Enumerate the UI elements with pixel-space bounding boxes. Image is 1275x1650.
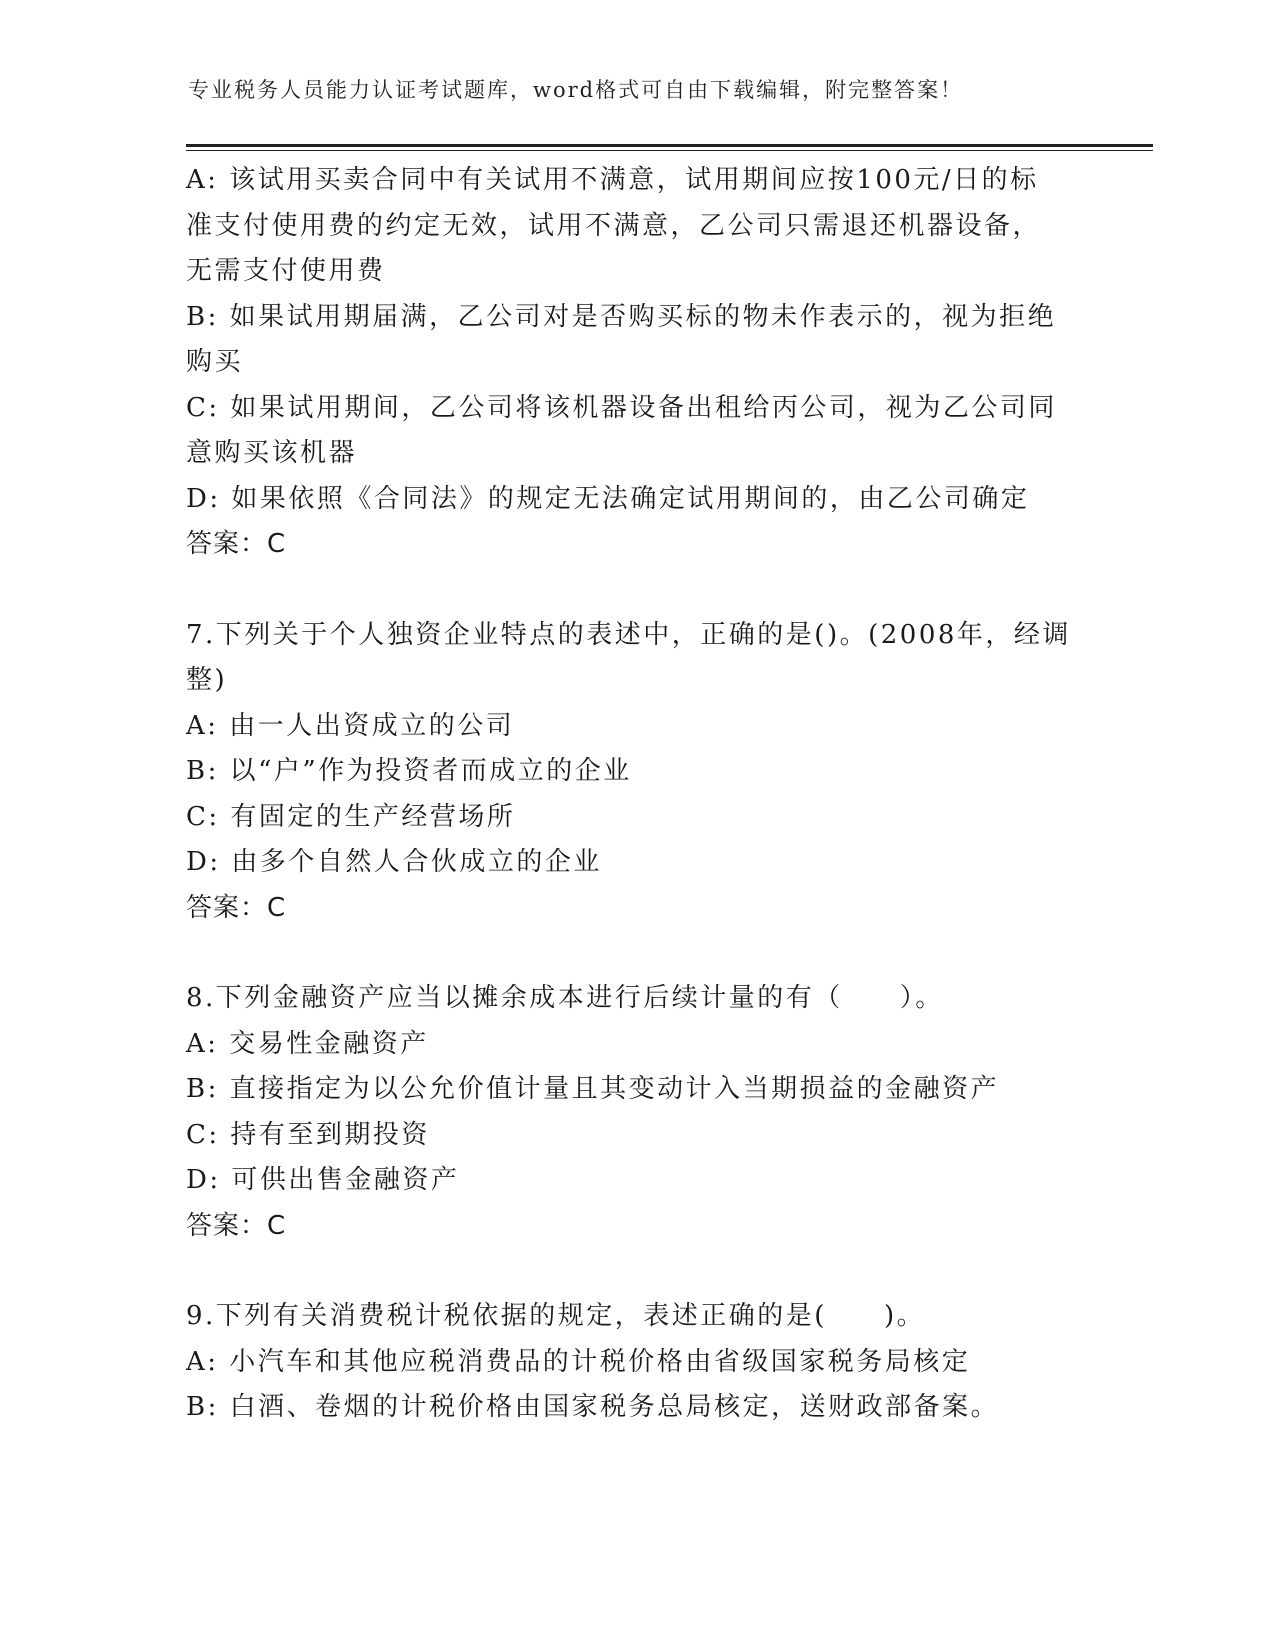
q9-stem: 9.下列有关消费税计税依据的规定，表述正确的是( )。 xyxy=(186,1301,926,1331)
question-9 xyxy=(186,1294,1086,1431)
question-content xyxy=(186,158,1086,1431)
question-6 xyxy=(186,158,1086,568)
q8-stem: 8.下列金融资产应当以摊余成本进行后续计量的有（ ）。 xyxy=(186,983,944,1013)
q6-option-c-line-1: C: 如果试用期间，乙公司将该机器设备出租给丙公司，视为乙公司同 xyxy=(186,392,1057,423)
header-rule-thin xyxy=(186,150,1153,151)
header-rule-thick xyxy=(186,144,1153,147)
q7-stem-line-2: 整) xyxy=(186,665,228,695)
q7-option-c: C: 有固定的生产经营场所 xyxy=(186,801,516,832)
spacer xyxy=(186,931,1086,976)
q7-option-a: A: 由一人出资成立的公司 xyxy=(186,710,515,741)
q6-option-c-line-2: 意购买该机器 xyxy=(186,438,358,468)
question-7 xyxy=(186,613,1086,932)
q8-option-b: B: 直接指定为以公允价值计量且其变动计入当期损益的金融资产 xyxy=(186,1074,1000,1104)
q6-option-a-line-1: A: 该试用买卖合同中有关试用不满意，试用期间应按100元/日的标 xyxy=(186,165,1039,195)
spacer xyxy=(186,568,1086,613)
q7-stem-line-1: 7.下列关于个人独资企业特点的表述中，正确的是()。(2008年，经调 xyxy=(186,619,1071,650)
q9-option-a: A: 小汽车和其他应税消费品的计税价格由省级国家税务局核定 xyxy=(186,1346,971,1377)
q8-answer: 答案：C xyxy=(186,1210,287,1241)
q6-option-a-line-3: 无需支付使用费 xyxy=(186,256,386,286)
q8-option-a: A: 交易性金融资产 xyxy=(186,1028,429,1059)
q6-option-b-line-2: 购买 xyxy=(186,347,244,377)
q6-option-b-line-1: B: 如果试用期届满，乙公司对是否购买标的物未作表示的，视为拒绝 xyxy=(186,301,1057,332)
q6-answer: 答案：C xyxy=(186,529,287,559)
page-header: 专业税务人员能力认证考试题库，word格式可自由下载编辑，附完整答案！ xyxy=(188,78,964,102)
q7-option-d: D: 由多个自然人合伙成立的企业 xyxy=(186,847,602,877)
q6-option-d: D: 如果依照《合同法》的规定无法确定试用期间的，由乙公司确定 xyxy=(186,483,1030,514)
q8-option-d: D: 可供出售金融资产 xyxy=(186,1165,460,1195)
q8-option-c: C: 持有至到期投资 xyxy=(186,1119,430,1150)
q6-option-a-line-2: 准支付使用费的约定无效，试用不满意，乙公司只需退还机器设备， xyxy=(186,210,1042,241)
spacer xyxy=(186,1249,1086,1294)
question-8 xyxy=(186,976,1086,1249)
q7-option-b: B: 以“户”作为投资者而成立的企业 xyxy=(186,756,632,786)
q9-option-b: B: 白酒、卷烟的计税价格由国家税务总局核定，送财政部备案。 xyxy=(186,1392,1000,1422)
q7-answer: 答案：C xyxy=(186,892,287,923)
